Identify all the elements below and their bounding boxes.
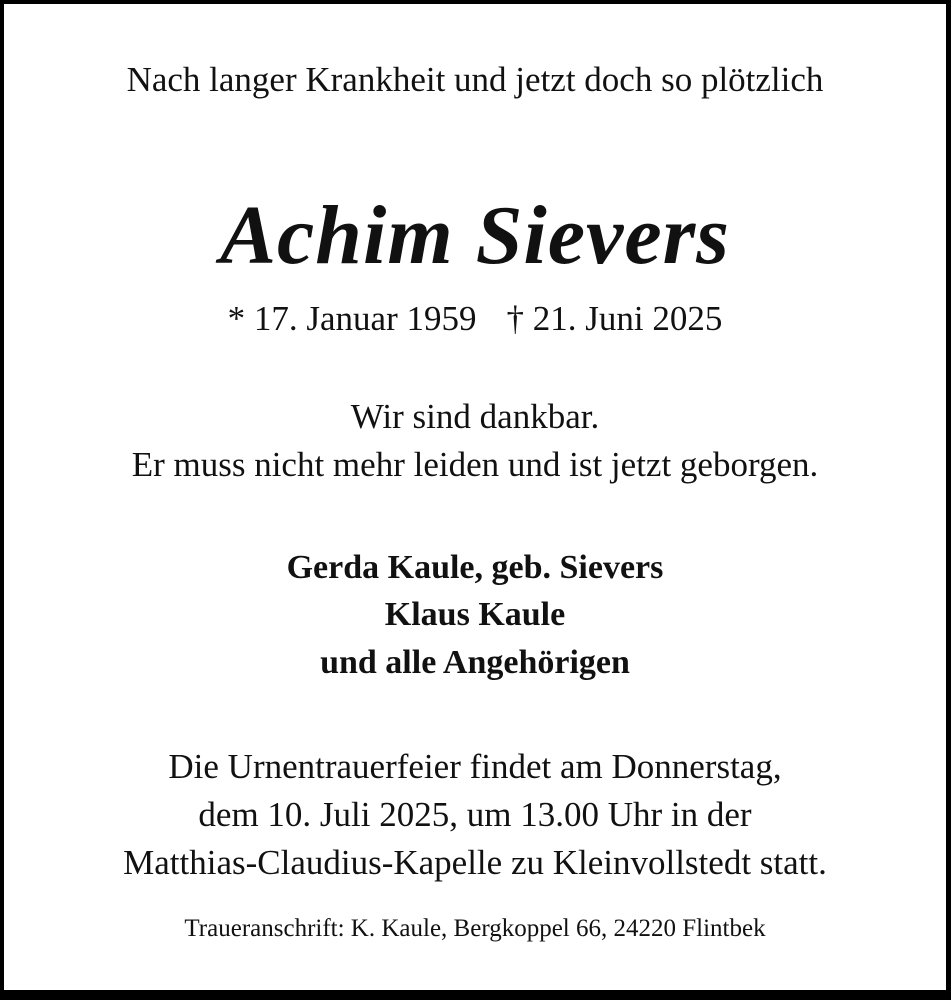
- mourner-name: und alle Angehörigen: [320, 644, 630, 681]
- life-dates: [4, 301, 946, 336]
- condolence-address: Traueranschrift: K. Kaule, Bergkoppel 66, 24220 Flintbek: [184, 915, 766, 942]
- intro-line: Nach langer Krankheit und jetzt doch so plötzlich: [126, 60, 824, 99]
- deceased-name: Achim Sievers: [220, 189, 730, 282]
- message-line: Wir sind dankbar.: [350, 397, 600, 436]
- obituary-notice: [4, 4, 946, 990]
- ceremony-line: Matthias-Claudius-Kapelle zu Kleinvollstedt statt.: [123, 843, 827, 882]
- death-date: † 21. Juni 2025: [506, 299, 723, 338]
- message-line: Er muss nicht mehr leiden und ist jetzt geborgen.: [131, 445, 819, 484]
- mourner-name: Gerda Kaule, geb. Sievers: [286, 549, 664, 586]
- ceremony-line: Die Urnentrauerfeier findet am Donnerstag,: [168, 747, 782, 786]
- ceremony-line: dem 10. Juli 2025, um 13.00 Uhr in der: [198, 795, 752, 834]
- mourner-name: Klaus Kaule: [384, 596, 566, 633]
- birth-date: * 17. Januar 1959: [227, 299, 477, 338]
